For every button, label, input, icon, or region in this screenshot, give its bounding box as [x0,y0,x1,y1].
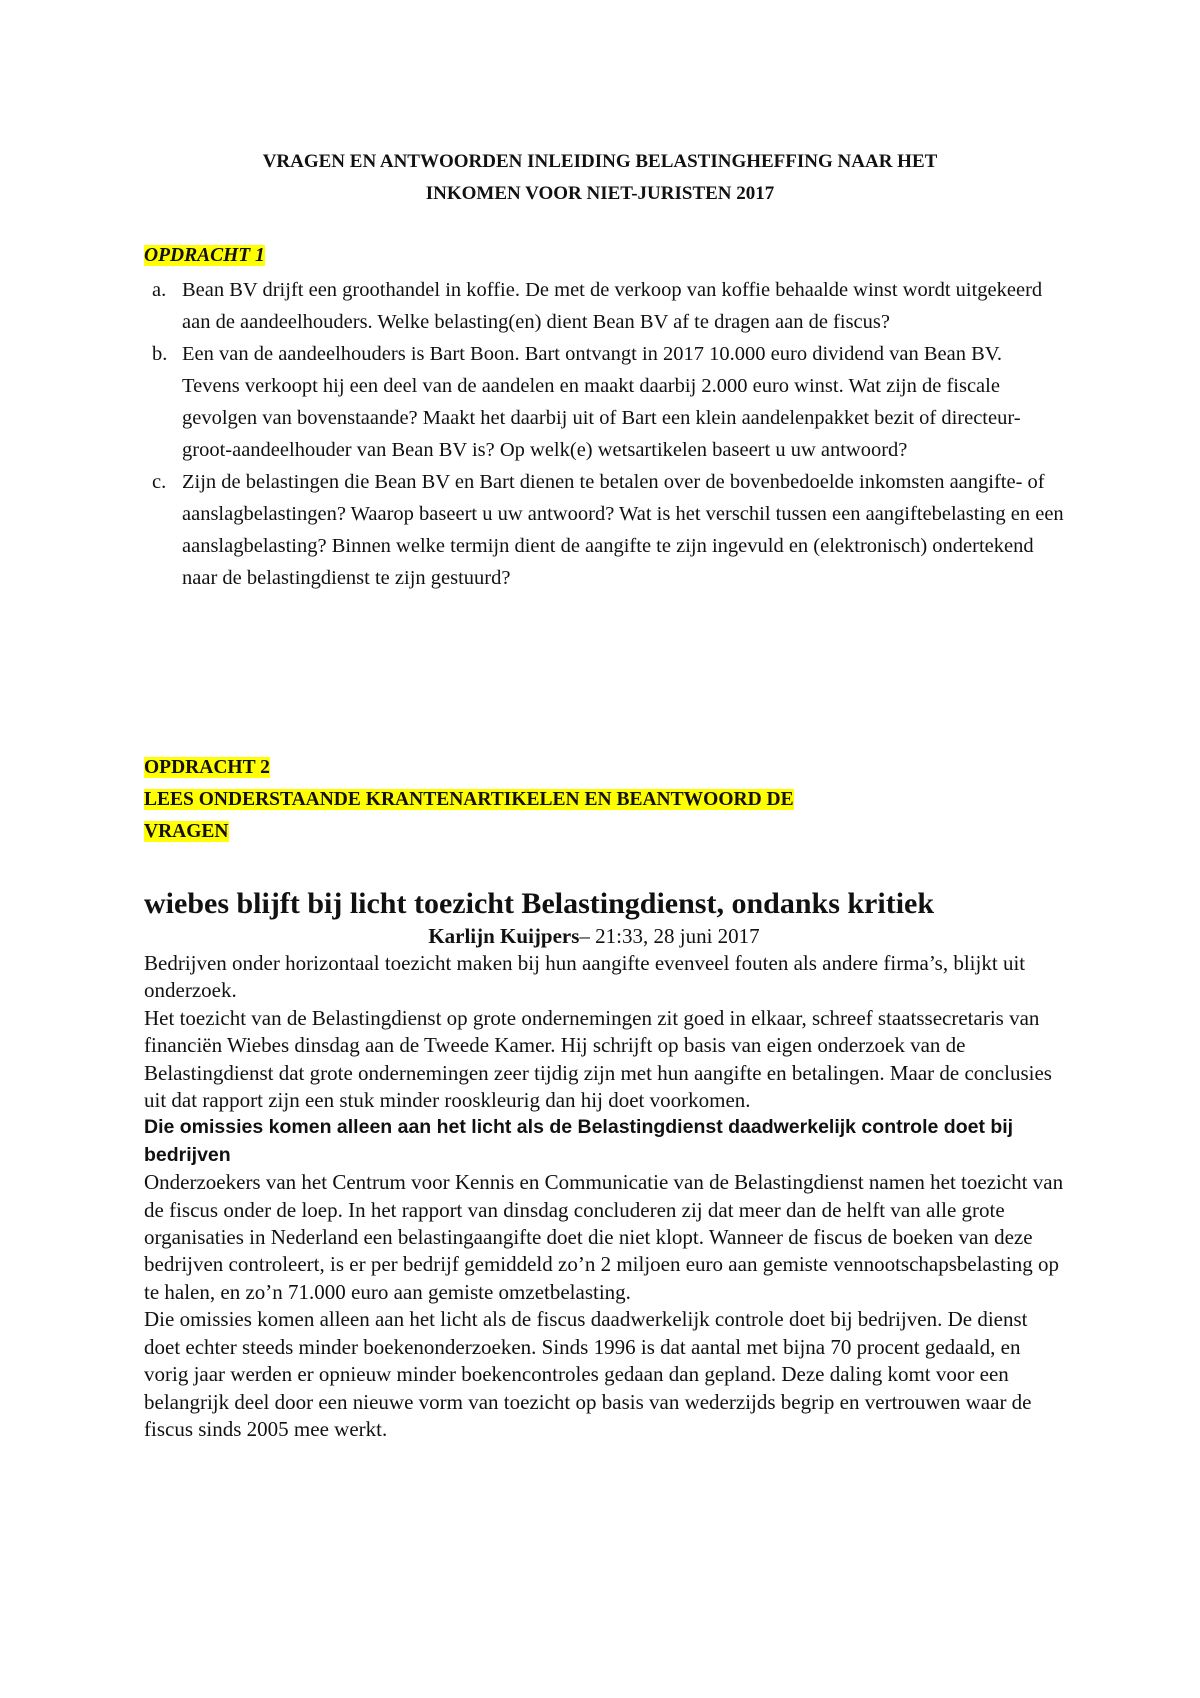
section1-heading-text: OPDRACHT 1 [144,245,265,266]
question-label: a. [152,279,167,301]
article-paragraph-3: Onderzoekers van het Centrum voor Kennis en Communicatie van de Belastingdienst namen het toezicht van de fiscus onder de loep. In het rapport van dinsdag concluderen zij dat meer dan de helft van alle grote organisaties in Nederland een belastingaangifte doet die niet klopt. Wanneer de fiscus de boeken van deze bedrijven controleert, is er per bedrijf gemiddeld zo’n 2 miljoen euro aan gemiste vennootschapsbelasting op te halen, en zo’n 71.000 euro aan gemiste omzetbelasting. [144,1170,1064,1304]
document-title [140,146,1060,210]
article-title: wiebes blijft bij licht toezicht Belastingdienst, ondanks kritiek [144,887,935,920]
article-subheading: Die omissies komen alleen aan het licht als de Belastingdienst daadwerkelijk controle doet bij bedrijven [144,1116,1014,1166]
list-item [144,466,1064,594]
section2-heading-line-2: LEES ONDERSTAANDE KRANTENARTIKELEN EN BEANTWOORD DE [144,789,794,810]
question-text: Een van de aandeelhouders is Bart Boon. Bart ontvangt in 2017 10.000 euro dividend van Bean BV. Tevens verkoopt hij een deel van de aandelen en maakt daarbij 2.000 euro winst. Wat zijn de fiscale gevolgen van bovenstaande? Maakt het daarbij uit of Bart een klein aandelenpakket bezit of directeur-groot-aandeelhouder van Bean BV is? Op welk(e) wetsartikelen baseert u uw antwoord? [182,343,1021,461]
article-author: Karlijn Kuijpers [428,924,580,948]
title-line-1: VRAGEN EN ANTWOORDEN INLEIDING BELASTINGHEFFING NAAR HET [262,151,938,172]
article-paragraph-1: Bedrijven onder horizontaal toezicht maken bij hun aangifte evenveel fouten als andere firma’s, blijkt uit onderzoek. [144,951,1026,1003]
question-label: c. [152,471,167,493]
article-dateline: – 21:33, 28 juni 2017 [579,924,760,948]
article-paragraph-2: Het toezicht van de Belastingdienst op grote ondernemingen zit goed in elkaar, schreef staatssecretaris van financiën Wiebes dinsdag aan de Tweede Kamer. Hij schrijft op basis van eigen onderzoek van de Belastingdienst dat grote ondernemingen zeer tijdig zijn met hun aangifte en betalingen. Maar de conclusies uit dat rapport zijn een stuk minder rooskleurig dan hij doet voorkomen. [144,1005,1052,1113]
article-body [144,950,1064,1443]
question-text: Zijn de belastingen die Bean BV en Bart dienen te betalen over de bovenbedoelde inkomsten aangifte- of aanslagbelastingen? Waarop baseert u uw antwoord? Wat is het verschil tussen een aangiftebelasting en een aanslagbelasting? Binnen welke termijn dient de aangifte te zijn ingevuld en (elektronisch) ondertekend naar de belastingdienst te zijn gestuurd? [182,471,1064,589]
section1-question-list [144,274,1064,594]
question-text: Bean BV drijft een groothandel in koffie. De met de verkoop van koffie behaalde winst wordt uitgekeerd aan de aandeelhouders. Welke belasting(en) dient Bean BV af te dragen aan de fiscus? [182,279,1043,333]
article-paragraph-4: Die omissies komen alleen aan het licht als de fiscus daadwerkelijk controle doet bij bedrijven. De dienst doet echter steeds minder boekenonderzoeken. Sinds 1996 is dat aantal met bijna 70 procent gedaald, en vorig jaar werden er opnieuw minder boekencontroles gedaan dan gepland. Deze daling komt voor een belangrijk deel door een nieuwe vorm van toezicht op basis van wederzijds begrip en vertrouwen waar de fiscus sinds 2005 mee werkt. [144,1307,1032,1441]
question-label: b. [152,343,168,365]
title-line-2: INKOMEN VOOR NIET-JURISTEN 2017 [425,183,775,204]
section2-heading [144,752,794,848]
list-item [144,274,1064,338]
section1-heading [144,240,265,272]
article-byline [144,922,1044,950]
list-item [144,338,1064,466]
section2-heading-line-1: OPDRACHT 2 [144,757,270,778]
section2-heading-line-3: VRAGEN [144,821,229,842]
